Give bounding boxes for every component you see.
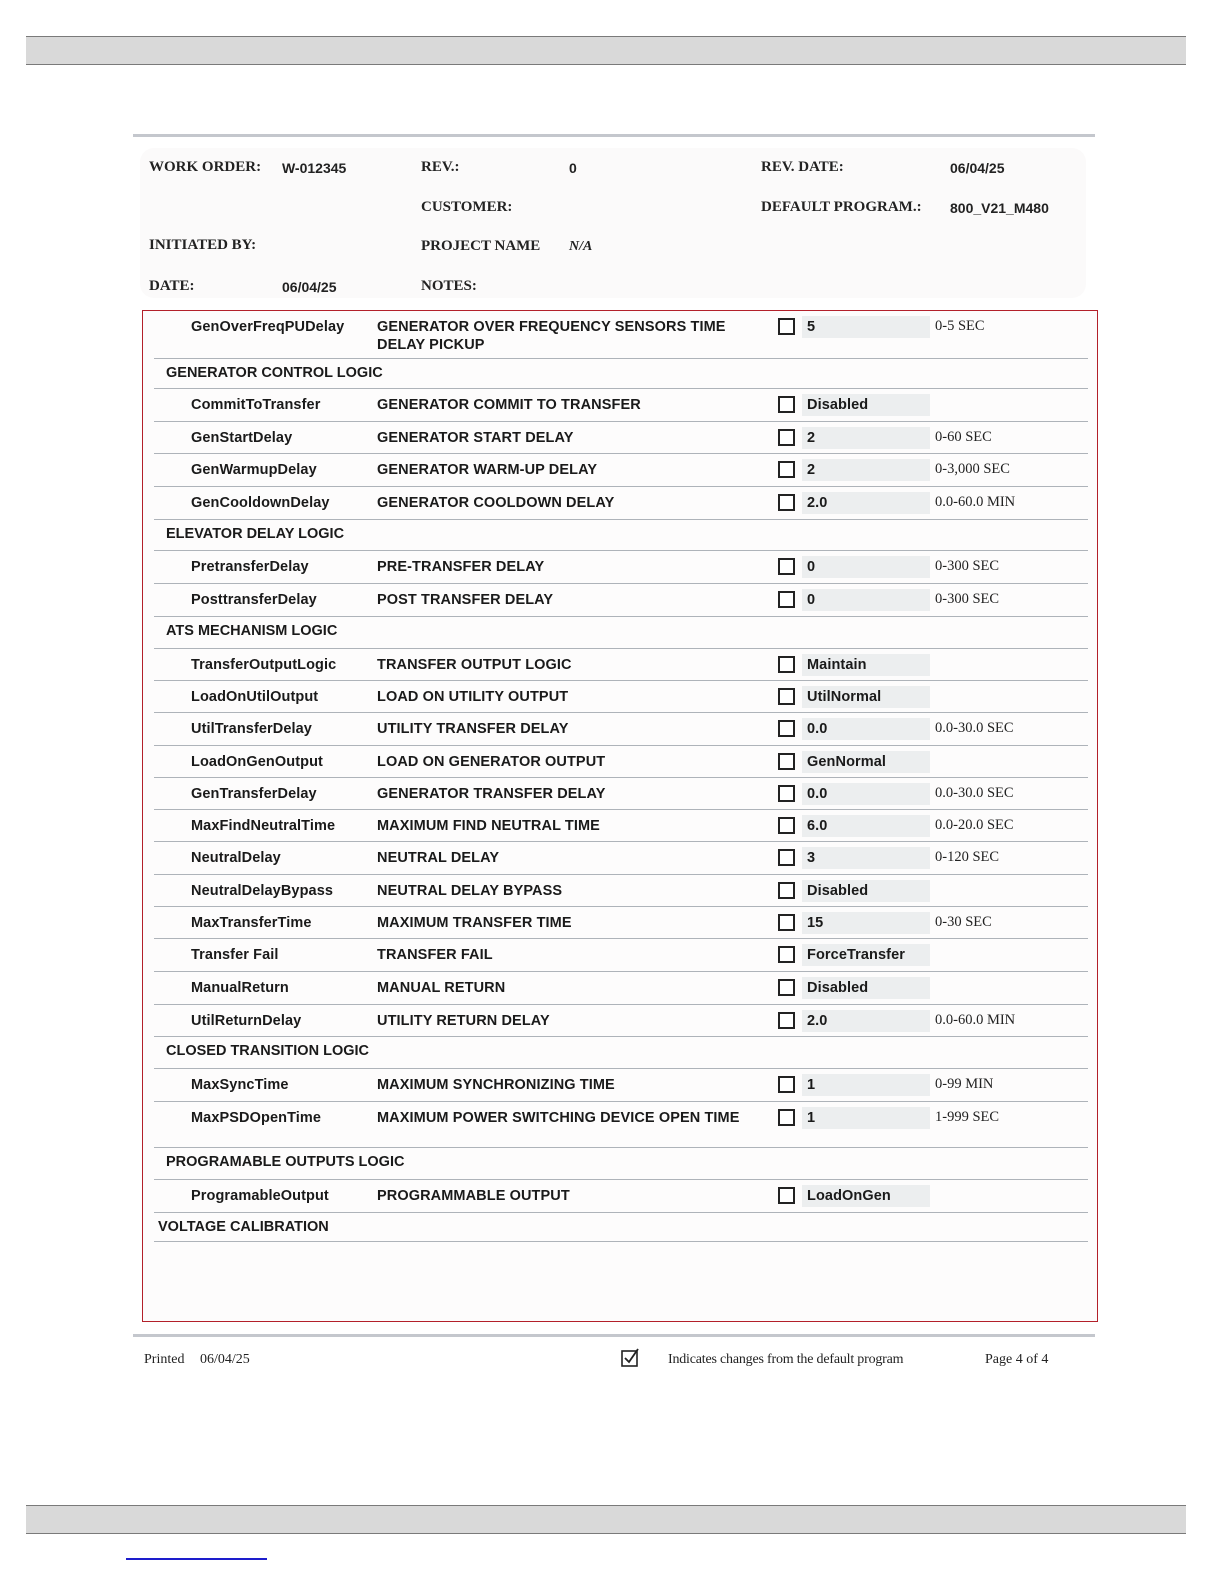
parameter-value[interactable]: Disabled <box>807 397 869 413</box>
section-divider <box>154 648 1088 649</box>
row-divider <box>154 486 1088 487</box>
bottom-toolbar-bar <box>26 1505 1186 1534</box>
parameter-range: 1-999 SEC <box>935 1109 1000 1125</box>
parameter-name: NeutralDelayBypass <box>191 883 334 899</box>
section-divider <box>154 550 1088 551</box>
changed-checkbox[interactable] <box>778 720 795 737</box>
changed-checkbox[interactable] <box>778 656 795 673</box>
row-divider <box>154 583 1088 584</box>
parameter-name: PretransferDelay <box>191 559 309 575</box>
section-heading: CLOSED TRANSITION LOGIC <box>166 1043 369 1059</box>
parameter-description: MANUAL RETURN <box>377 980 506 996</box>
parameter-value[interactable]: 0 <box>807 592 816 608</box>
parameter-value[interactable]: LoadOnGen <box>807 1188 891 1204</box>
changed-checkbox[interactable] <box>778 753 795 770</box>
rev-label: REV.: <box>421 159 460 175</box>
parameter-range: 0-300 SEC <box>935 591 1000 607</box>
parameter-description: GENERATOR COMMIT TO TRANSFER <box>377 397 641 413</box>
changed-checkbox[interactable] <box>778 429 795 446</box>
rev-date-label: REV. DATE: <box>761 159 844 175</box>
row-divider <box>154 1147 1088 1148</box>
parameter-description: MAXIMUM POWER SWITCHING DEVICE OPEN TIME <box>377 1110 740 1126</box>
parameter-name: GenWarmupDelay <box>191 462 317 478</box>
section-heading: VOLTAGE CALIBRATION <box>158 1219 329 1235</box>
changed-checkbox[interactable] <box>778 946 795 963</box>
changed-checkbox[interactable] <box>778 914 795 931</box>
parameter-value[interactable]: 6.0 <box>807 818 828 834</box>
parameter-value[interactable]: 1 <box>807 1077 816 1093</box>
parameter-range: 0-99 MIN <box>935 1076 994 1092</box>
parameter-name: MaxPSDOpenTime <box>191 1110 322 1126</box>
header-top-rule <box>133 134 1095 137</box>
parameter-value[interactable]: 2.0 <box>807 1013 828 1029</box>
parameter-name: TransferOutputLogic <box>191 657 337 673</box>
parameter-range: 0-5 SEC <box>935 318 985 334</box>
row-divider <box>154 1212 1088 1213</box>
row-divider <box>154 809 1088 810</box>
parameter-description: PRE-TRANSFER DELAY <box>377 559 545 575</box>
parameter-name: PosttransferDelay <box>191 592 317 608</box>
changed-checkbox[interactable] <box>778 591 795 608</box>
rev-date-value: 06/04/25 <box>950 160 1005 176</box>
parameter-value[interactable]: UtilNormal <box>807 689 882 705</box>
value-field <box>802 589 930 611</box>
row-divider <box>154 421 1088 422</box>
row-divider <box>154 1101 1088 1102</box>
parameter-range: 0.0-30.0 SEC <box>935 720 1014 736</box>
parameter-value[interactable]: 2 <box>807 430 816 446</box>
parameter-range: 0-30 SEC <box>935 914 992 930</box>
project-name-value: N/A <box>569 239 593 254</box>
parameter-description: UTILITY TRANSFER DELAY <box>377 721 569 737</box>
row-divider <box>154 712 1088 713</box>
parameter-description: GENERATOR OVER FREQUENCY SENSORS TIME DELAY PICKUP <box>377 319 726 353</box>
parameter-range: 0-300 SEC <box>935 558 1000 574</box>
value-field <box>802 556 930 578</box>
parameter-description: LOAD ON UTILITY OUTPUT <box>377 689 569 705</box>
parameter-description: MAXIMUM FIND NEUTRAL TIME <box>377 818 600 834</box>
row-divider <box>154 777 1088 778</box>
parameter-value[interactable]: ForceTransfer <box>807 947 906 963</box>
row-divider <box>154 680 1088 681</box>
changed-checkbox[interactable] <box>778 461 795 478</box>
parameter-description: UTILITY RETURN DELAY <box>377 1013 550 1029</box>
row-divider <box>154 1036 1088 1037</box>
page-number: Page 4 of 4 <box>985 1352 1049 1367</box>
changed-checkbox[interactable] <box>778 979 795 996</box>
row-divider <box>154 874 1088 875</box>
row-divider <box>154 745 1088 746</box>
parameter-description: POST TRANSFER DELAY <box>377 592 554 608</box>
changed-checkbox[interactable] <box>778 318 795 335</box>
changed-checkbox[interactable] <box>778 817 795 834</box>
parameter-value[interactable]: 2.0 <box>807 495 828 511</box>
changed-checkbox[interactable] <box>778 1187 795 1204</box>
changed-checkbox[interactable] <box>778 1012 795 1029</box>
row-divider <box>154 971 1088 972</box>
parameter-name: UtilTransferDelay <box>191 721 312 737</box>
top-toolbar-bar <box>26 36 1186 65</box>
value-field <box>802 1074 930 1096</box>
initiated-by-label: INITIATED BY: <box>149 237 257 253</box>
footer-link-underline[interactable] <box>126 1558 267 1560</box>
section-heading: ELEVATOR DELAY LOGIC <box>166 526 345 542</box>
parameter-description: GENERATOR COOLDOWN DELAY <box>377 495 615 511</box>
parameter-description: NEUTRAL DELAY <box>377 850 500 866</box>
parameter-name: MaxFindNeutralTime <box>191 818 336 834</box>
changed-checkbox[interactable] <box>778 1076 795 1093</box>
parameter-name: MaxSyncTime <box>191 1077 289 1093</box>
customer-label: CUSTOMER: <box>421 199 513 215</box>
value-field <box>802 1107 930 1129</box>
notes-label: NOTES: <box>421 278 477 294</box>
parameter-value[interactable]: 0.0 <box>807 721 828 737</box>
section-divider <box>154 388 1088 389</box>
section-divider <box>154 1068 1088 1069</box>
parameter-name: GenCooldownDelay <box>191 495 330 511</box>
parameter-name: GenOverFreqPUDelay <box>191 319 345 335</box>
parameter-description: MAXIMUM SYNCHRONIZING TIME <box>377 1077 615 1093</box>
parameter-name: GenTransferDelay <box>191 786 317 802</box>
parameter-name: NeutralDelay <box>191 850 281 866</box>
section-heading: ATS MECHANISM LOGIC <box>166 623 338 639</box>
changed-checkbox[interactable] <box>778 558 795 575</box>
printed-label: Printed <box>144 1352 185 1367</box>
parameter-description: GENERATOR TRANSFER DELAY <box>377 786 606 802</box>
changed-checkbox[interactable] <box>778 882 795 899</box>
changed-checkbox[interactable] <box>778 688 795 705</box>
parameter-description: TRANSFER FAIL <box>377 947 493 963</box>
rev-value: 0 <box>569 160 577 176</box>
parameter-value[interactable]: Disabled <box>807 883 869 899</box>
work-order-value: W-012345 <box>282 160 347 176</box>
parameter-range: 0-3,000 SEC <box>935 461 1010 477</box>
parameter-name: UtilReturnDelay <box>191 1013 302 1029</box>
default-program-value: 800_V21_M480 <box>950 200 1049 216</box>
changed-checkbox[interactable] <box>778 396 795 413</box>
changed-checkbox[interactable] <box>778 494 795 511</box>
parameter-name: LoadOnUtilOutput <box>191 689 319 705</box>
changed-checkbox[interactable] <box>778 1109 795 1126</box>
parameter-description: GENERATOR START DELAY <box>377 430 574 446</box>
value-field <box>802 316 930 338</box>
parameter-name: LoadOnGenOutput <box>191 754 323 770</box>
value-field <box>802 847 930 869</box>
parameter-name: CommitToTransfer <box>191 397 321 413</box>
row-divider <box>154 841 1088 842</box>
parameter-description: LOAD ON GENERATOR OUTPUT <box>377 754 606 770</box>
parameter-name: ManualReturn <box>191 980 289 996</box>
parameter-description: GENERATOR WARM-UP DELAY <box>377 462 598 478</box>
legend-check-icon <box>621 1348 640 1367</box>
parameter-range: 0-60 SEC <box>935 429 992 445</box>
value-field <box>802 459 930 481</box>
row-divider <box>154 519 1088 520</box>
row-divider <box>154 453 1088 454</box>
parameter-description: MAXIMUM TRANSFER TIME <box>377 915 572 931</box>
row-divider <box>154 1004 1088 1005</box>
project-name-label: PROJECT NAME <box>421 238 541 254</box>
parameter-name: ProgramableOutput <box>191 1188 329 1204</box>
parameter-description: PROGRAMMABLE OUTPUT <box>377 1188 570 1204</box>
parameter-range: 0.0-60.0 MIN <box>935 494 1016 510</box>
work-order-label: WORK ORDER: <box>149 159 262 175</box>
parameter-name: Transfer Fail <box>191 947 279 963</box>
value-field <box>802 427 930 449</box>
changed-checkbox[interactable] <box>778 785 795 802</box>
parameter-range: 0.0-60.0 MIN <box>935 1012 1016 1028</box>
parameter-value[interactable]: 15 <box>807 915 824 931</box>
section-heading: GENERATOR CONTROL LOGIC <box>166 365 383 381</box>
parameter-range: 0.0-20.0 SEC <box>935 817 1014 833</box>
section-divider <box>154 1179 1088 1180</box>
parameter-value[interactable]: 3 <box>807 850 816 866</box>
parameter-name: MaxTransferTime <box>191 915 312 931</box>
parameter-value[interactable]: 1 <box>807 1110 816 1126</box>
parameter-value[interactable]: 5 <box>807 319 816 335</box>
changed-checkbox[interactable] <box>778 849 795 866</box>
parameter-value[interactable]: 2 <box>807 462 816 478</box>
row-divider <box>154 358 1088 359</box>
printed-date: 06/04/25 <box>200 1352 250 1367</box>
parameter-value[interactable]: Disabled <box>807 980 869 996</box>
parameter-value[interactable]: 0 <box>807 559 816 575</box>
footer-rule <box>133 1334 1095 1337</box>
parameter-value[interactable]: 0.0 <box>807 786 828 802</box>
parameter-name: GenStartDelay <box>191 430 293 446</box>
parameter-description: TRANSFER OUTPUT LOGIC <box>377 657 572 673</box>
parameter-value[interactable]: Maintain <box>807 657 867 673</box>
parameter-range: 0-120 SEC <box>935 849 1000 865</box>
row-divider <box>154 906 1088 907</box>
parameter-range: 0.0-30.0 SEC <box>935 785 1014 801</box>
parameter-description: NEUTRAL DELAY BYPASS <box>377 883 563 899</box>
row-divider <box>154 616 1088 617</box>
date-value: 06/04/25 <box>282 279 337 295</box>
section-heading: PROGRAMABLE OUTPUTS LOGIC <box>166 1154 405 1170</box>
section-divider <box>154 1241 1088 1242</box>
parameter-value[interactable]: GenNormal <box>807 754 887 770</box>
legend-text: Indicates changes from the default program <box>668 1352 904 1367</box>
row-divider <box>154 938 1088 939</box>
date-label: DATE: <box>149 278 195 294</box>
default-program-label: DEFAULT PROGRAM.: <box>761 199 922 215</box>
